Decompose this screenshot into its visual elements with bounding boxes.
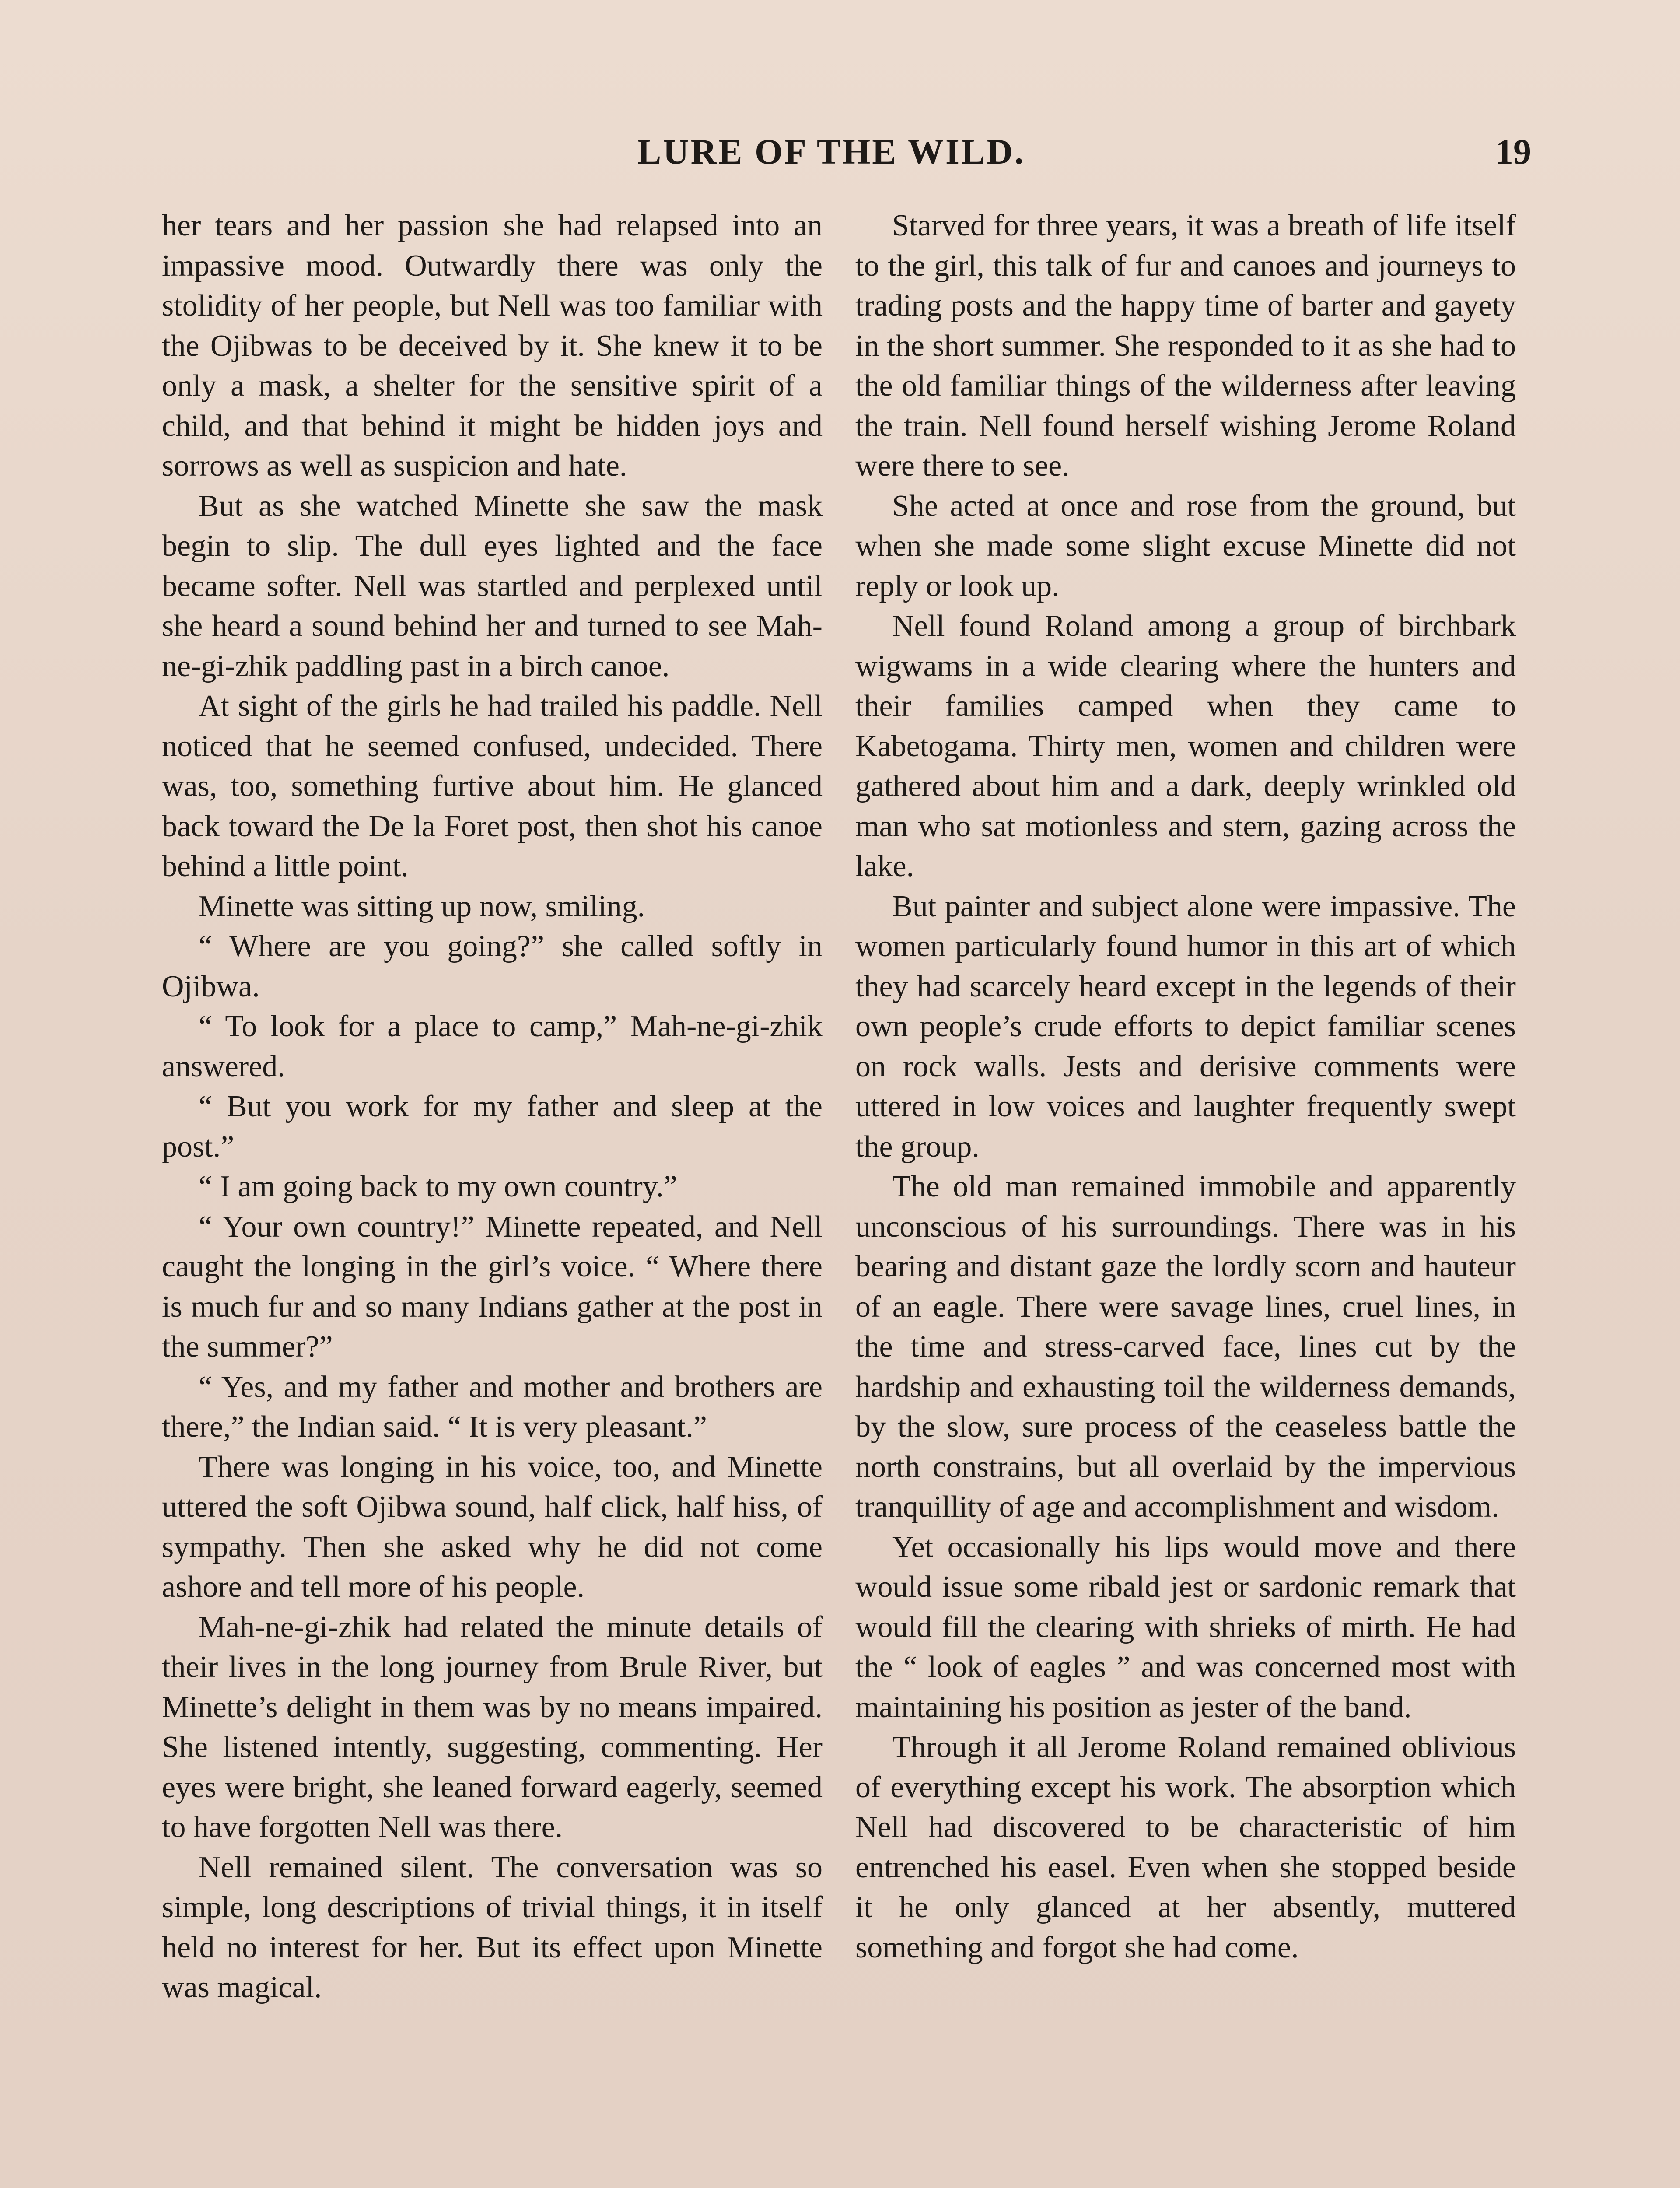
- paragraph: At sight of the girls he had trailed his paddle. Nell noticed that he seemed confused, undecided. There was, too, something furtive about him. He glanced back toward the De la Foret post, then shot his canoe behind a little point.: [162, 689, 822, 883]
- paragraph: Yet occasionally his lips would move and there would issue some ribald jest or sardonic remark that would fill the clearing with shrieks of mirth. He had the “ look of eagles ” and was concerned most with maintaining his position as jester of the band.: [855, 1530, 1516, 1724]
- paragraph: Nell found Roland among a group of birchbark wigwams in a wide clearing where the hunters and their families camped when they came to Kabetogama. Thirty men, women and children were gathered about him and a dark, deeply wrinkled old man who sat motionless and stern, gazing across the lake.: [855, 609, 1516, 883]
- paragraph: The old man remained immobile and apparently unconscious of his surroundings. There was in his bearing and distant gaze the lordly scorn and hauteur of an eagle. There were savage lines, cruel lines, in the time and stress-carved face, lines cut by the hardship and exhausting toil the wilderness demands, by the slow, sure process of the ceaseless battle the north constrains, but all overlaid by the impervious tranquillity of age and accomplishment and wisdom.: [855, 1170, 1516, 1524]
- paragraph: Nell remained silent. The conversation was so simple, long descriptions of trivial things, it in itself held no interest for her. But its effect upon Minette was magical.: [162, 1850, 822, 2004]
- paragraph: “ Yes, and my father and mother and brothers are there,” the Indian said. “ It is very pleasant.”: [162, 1370, 822, 1444]
- paragraph: Minette was sitting up now, smiling.: [199, 889, 645, 923]
- paragraph: “ I am going back to my own country.”: [199, 1170, 677, 1203]
- page-number: 19: [1495, 132, 1531, 172]
- left-column: [162, 206, 822, 2008]
- paragraph: She acted at once and rose from the ground, but when she made some slight excuse Minette did not reply or look up.: [855, 489, 1516, 603]
- paragraph: “ Where are you going?” she called softly in Ojibwa.: [162, 929, 822, 1003]
- paragraph: But painter and subject alone were impassive. The women particularly found humor in this art of which they had scarcely heard except in the legends of their own people’s crude efforts to depict familiar scenes on rock walls. Jests and derisive comments were uttered in low voices and laughter frequently swept the group.: [855, 889, 1516, 1164]
- paragraph: Through it all Jerome Roland remained oblivious of everything except his work. The absorption which Nell had discovered to be characteristic of him entrenched his easel. Even when she stopped beside it he only glanced at her absently, muttered something and forgot she had come.: [855, 1730, 1516, 1964]
- paragraph: “ Your own country!” Minette repeated, and Nell caught the longing in the girl’s voice. “ Where there is much fur and so many Indians gather at the post in the summer?”: [162, 1210, 822, 1364]
- paragraph: “ But you work for my father and sleep at the post.”: [162, 1090, 822, 1164]
- paragraph: But as she watched Minette she saw the mask begin to slip. The dull eyes lighted and the face became softer. Nell was startled and perplexed until she heard a sound behind her and turned to see Mah-ne-gi-zhik paddling past in a birch canoe.: [162, 489, 822, 683]
- paragraph: Mah-ne-gi-zhik had related the minute details of their lives in the long journey from Brule River, but Minette’s delight in them was by no means impaired. She listened intently, suggesting, commenting. Her eyes were bright, she leaned forward eagerly, seemed to have forgotten Nell was there.: [162, 1610, 822, 1844]
- right-column: [855, 206, 1516, 1967]
- paragraph: There was longing in his voice, too, and Minette uttered the soft Ojibwa sound, half click, half hiss, of sympathy. Then she asked why he did not come ashore and tell more of his people.: [162, 1450, 822, 1604]
- paragraph: her tears and her passion she had relapsed into an impassive mood. Outwardly there was only the stolidity of her people, but Nell was too familiar with the Ojibwas to be deceived by it. She knew it to be only a mask, a shelter for the sensitive spirit of a child, and that behind it might be hidden joys and sorrows as well as suspicion and hate.: [162, 209, 822, 483]
- running-header: LURE OF THE WILD.: [637, 132, 1026, 172]
- paragraph: Starved for three years, it was a breath of life itself to the girl, this talk of fur and canoes and journeys to trading posts and the happy time of barter and gayety in the short summer. She responded to it as she had to the old familiar things of the wilderness after leaving the train. Nell found herself wishing Jerome Roland were there to see.: [855, 209, 1516, 483]
- paragraph: “ To look for a place to camp,” Mah-ne-gi-zhik answered.: [162, 1010, 822, 1083]
